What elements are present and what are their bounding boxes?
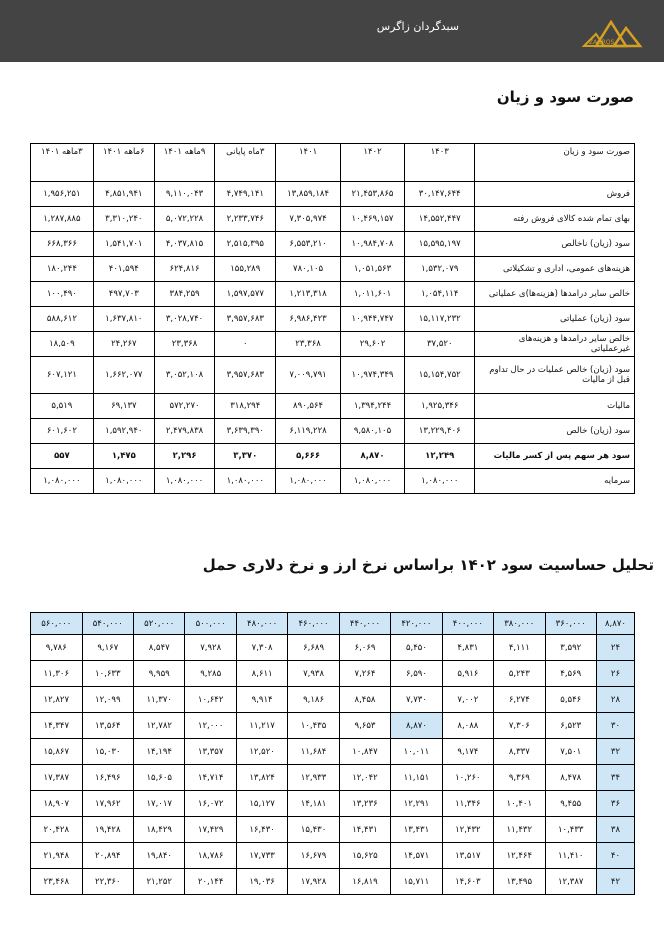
table-cell: ۱۸,۵۰۹ [31, 332, 94, 357]
page-header [0, 0, 664, 62]
logo-text: ZAGROS [589, 39, 615, 46]
sensitivity-col-header: ۵۰۰,۰۰۰ [185, 613, 236, 635]
table-cell: ۷,۵۰۱ [545, 739, 596, 765]
table-cell: ۱۵,۴۳۰ [288, 817, 339, 843]
table-cell: ۱۴,۳۴۷ [31, 713, 83, 739]
table-cell: ۱۳,۴۹۵ [494, 869, 545, 895]
table-cell: ۱۵,۱۱۷,۲۳۲ [405, 307, 475, 332]
table-header-period: ۱۴۰۱ [276, 144, 340, 182]
table-cell: ۷۸۰,۱۰۵ [276, 257, 340, 282]
table-cell: ۱۱,۳۷۰ [134, 687, 185, 713]
table-cell: ۱۲,۲۴۹ [405, 444, 475, 469]
table-cell: ۱,۰۸۰,۰۰۰ [93, 469, 154, 494]
row-label: هزینه‌های عمومی، اداری و تشکیلاتی [475, 257, 635, 282]
row-label: فروش [475, 182, 635, 207]
table-cell: ۱۹,۸۴۰ [134, 843, 185, 869]
table-cell: ۱,۰۸۰,۰۰۰ [215, 469, 276, 494]
table-row [31, 869, 635, 895]
table-cell: ۱۵۵,۲۸۹ [215, 257, 276, 282]
table-row [31, 394, 635, 419]
table-cell: ۴,۰۳۷,۸۱۵ [154, 232, 214, 257]
table-cell: ۶۰۷,۱۲۱ [31, 357, 94, 394]
table-row [31, 307, 635, 332]
table-cell: ۱۱,۳۰۶ [31, 661, 83, 687]
table-cell: ۲,۲۹۶ [154, 444, 214, 469]
table-cell: ۱۳,۵۶۴ [82, 713, 133, 739]
table-cell: ۱۴,۱۹۴ [134, 739, 185, 765]
table-cell: ۴,۸۳۱ [442, 635, 493, 661]
table-cell: ۱,۰۸۰,۰۰۰ [340, 469, 404, 494]
table-header-period: ۹ماهه ۱۴۰۱ [154, 144, 214, 182]
table-cell: ۸۹۰,۵۶۴ [276, 394, 340, 419]
table-cell: ۹,۶۵۳ [339, 713, 390, 739]
table-row [31, 232, 635, 257]
table-cell: ۱۳,۸۲۴ [236, 765, 287, 791]
table-cell: ۱۴,۴۳۱ [339, 817, 390, 843]
table-cell: ۱۳,۳۵۷ [185, 739, 236, 765]
table-cell: ۱,۰۵۱,۵۶۳ [340, 257, 404, 282]
table-cell: ۹,۱۶۷ [82, 635, 133, 661]
table-cell: ۳,۵۹۲ [545, 635, 596, 661]
table-cell: ۵۸۸,۶۱۲ [31, 307, 94, 332]
table-cell: ۱۴,۱۸۱ [288, 791, 339, 817]
table-cell: ۲۱,۹۴۸ [31, 843, 83, 869]
table-cell: ۶,۵۵۳,۲۱۰ [276, 232, 340, 257]
highlighted-cell: ۸,۸۷۰ [391, 713, 442, 739]
table-cell: ۱۱,۴۳۲ [494, 817, 545, 843]
table-cell: ۱۶,۶۷۹ [288, 843, 339, 869]
table-cell: ۱۷,۳۸۷ [31, 765, 83, 791]
table-cell: ۶,۵۹۰ [391, 661, 442, 687]
table-cell: ۶,۹۸۶,۴۲۳ [276, 307, 340, 332]
table-cell: ۱۰,۹۴۴,۷۴۷ [340, 307, 404, 332]
table-row [31, 791, 635, 817]
table-cell: ۱,۲۱۳,۳۱۸ [276, 282, 340, 307]
table-cell: ۱۲,۰۰۰ [185, 713, 236, 739]
table-cell: ۱۰,۸۴۷ [339, 739, 390, 765]
table-cell: ۱۲,۳۸۷ [545, 869, 596, 895]
table-cell: ۳,۹۵۷,۶۸۳ [215, 307, 276, 332]
table-cell: ۳,۳۱۰,۲۴۰ [93, 207, 154, 232]
table-cell: ۱۲,۷۸۲ [134, 713, 185, 739]
table-cell: ۶,۲۷۴ [494, 687, 545, 713]
table-cell: ۱۰,۴۳۳ [545, 817, 596, 843]
sensitivity-row-header: ۳۴ [596, 765, 634, 791]
table-cell: ۹,۵۸۰,۱۰۵ [340, 419, 404, 444]
sensitivity-row-header: ۳۲ [596, 739, 634, 765]
table-cell: ۱۵,۵۹۵,۱۹۷ [405, 232, 475, 257]
table-cell: ۱,۴۷۵ [93, 444, 154, 469]
table-cell: ۷,۳۰۶ [494, 713, 545, 739]
table-cell: ۱۹,۰۳۶ [236, 869, 287, 895]
table-cell: ۶,۵۲۳ [545, 713, 596, 739]
table-cell: ۱,۰۸۰,۰۰۰ [276, 469, 340, 494]
table-cell: ۲۰,۸۹۴ [82, 843, 133, 869]
table-cell: ۱۰,۴۶۹,۱۵۷ [340, 207, 404, 232]
section-title-income-statement: صورت سود و زیان [496, 88, 634, 106]
table-cell: ۱۷,۹۶۲ [82, 791, 133, 817]
table-cell: ۲۹,۶۰۲ [340, 332, 404, 357]
table-cell: ۱,۵۹۲,۹۴۰ [93, 419, 154, 444]
table-cell: ۳,۰۲۸,۷۴۰ [154, 307, 214, 332]
sensitivity-row-header: ۳۰ [596, 713, 634, 739]
table-cell: ۱۴,۵۵۲,۴۴۷ [405, 207, 475, 232]
table-cell: ۱۱,۱۵۱ [391, 765, 442, 791]
brand-name: سبدگردان زاگرس [376, 20, 459, 33]
table-cell: ۳,۹۵۷,۶۸۳ [215, 357, 276, 394]
table-cell: ۵,۹۱۶ [442, 661, 493, 687]
table-cell: ۱,۰۸۰,۰۰۰ [154, 469, 214, 494]
table-cell: ۱,۵۹۷,۵۷۷ [215, 282, 276, 307]
table-cell: ۱۳,۵۱۷ [442, 843, 493, 869]
sensitivity-col-header: ۳۶۰,۰۰۰ [545, 613, 596, 635]
table-row [31, 469, 635, 494]
table-cell: ۲,۲۳۳,۷۴۶ [215, 207, 276, 232]
table-cell: ۷,۷۳۰ [391, 687, 442, 713]
table-cell: ۸,۳۳۷ [494, 739, 545, 765]
table-cell: ۱۶,۴۹۶ [82, 765, 133, 791]
table-cell: ۱۰,۲۶۰ [442, 765, 493, 791]
table-cell: ۱۲,۰۹۹ [82, 687, 133, 713]
table-cell: ۵۷۲,۲۷۰ [154, 394, 214, 419]
table-row [31, 843, 635, 869]
table-cell: ۶,۱۱۹,۲۲۸ [276, 419, 340, 444]
table-cell: ۸,۴۵۸ [339, 687, 390, 713]
table-cell: ۷,۰۰۹,۷۹۱ [276, 357, 340, 394]
table-cell: ۹,۲۸۵ [185, 661, 236, 687]
table-cell: ۷,۳۰۵,۹۷۴ [276, 207, 340, 232]
table-cell: ۱,۰۸۰,۰۰۰ [31, 469, 94, 494]
table-cell: ۱۸۰,۲۴۴ [31, 257, 94, 282]
sensitivity-col-header: ۵۴۰,۰۰۰ [82, 613, 133, 635]
table-row [31, 182, 635, 207]
table-cell: ۶۶۸,۳۶۶ [31, 232, 94, 257]
table-cell: ۸,۶۱۱ [236, 661, 287, 687]
table-cell: ۱,۰۸۰,۰۰۰ [405, 469, 475, 494]
table-cell: ۱۰,۶۴۲ [185, 687, 236, 713]
table-cell: ۱۷,۰۱۷ [134, 791, 185, 817]
row-label: سرمایه [475, 469, 635, 494]
table-cell: ۱۴,۷۱۴ [185, 765, 236, 791]
section-title-sensitivity: تحلیل حساسیت سود ۱۴۰۲ براساس نرخ ارز و نرخ دلاری حمل [202, 556, 654, 574]
sensitivity-col-header: ۴۰۰,۰۰۰ [442, 613, 493, 635]
table-cell: ۱۳,۴۳۱ [391, 817, 442, 843]
table-header-period: ۱۴۰۳ [405, 144, 475, 182]
table-cell: ۱۱,۳۴۶ [442, 791, 493, 817]
table-cell: ۳۰,۱۴۷,۶۴۴ [405, 182, 475, 207]
table-cell: ۷,۲۶۴ [339, 661, 390, 687]
table-cell: ۹,۹۵۹ [134, 661, 185, 687]
table-cell: ۱۰,۹۸۴,۷۰۸ [340, 232, 404, 257]
table-header-period: ۳ماهه ۱۴۰۱ [31, 144, 94, 182]
table-cell: ۱,۹۵۶,۲۵۱ [31, 182, 94, 207]
table-header-label: صورت سود و زیان [475, 144, 635, 182]
table-cell: ۹,۱۷۴ [442, 739, 493, 765]
sensitivity-col-header: ۴۶۰,۰۰۰ [288, 613, 339, 635]
table-row [31, 419, 635, 444]
table-cell: ۳۱۸,۲۹۴ [215, 394, 276, 419]
table-cell: ۵,۵۴۶ [545, 687, 596, 713]
table-cell: ۵۵۷ [31, 444, 94, 469]
sensitivity-col-header: ۵۶۰,۰۰۰ [31, 613, 83, 635]
table-cell: ۹,۳۶۹ [494, 765, 545, 791]
table-cell: ۱۶,۸۱۹ [339, 869, 390, 895]
table-cell: ۲۳,۳۶۸ [276, 332, 340, 357]
table-cell: ۲,۵۱۵,۳۹۵ [215, 232, 276, 257]
row-label: مالیات [475, 394, 635, 419]
table-cell: ۱۲,۹۳۳ [288, 765, 339, 791]
table-cell: ۱۵,۰۳۰ [82, 739, 133, 765]
table-cell: ۱۴,۵۷۱ [391, 843, 442, 869]
table-cell: ۵,۰۷۲,۲۲۸ [154, 207, 214, 232]
table-cell: ۵,۶۶۶ [276, 444, 340, 469]
table-row [31, 332, 635, 357]
table-cell: ۳۷,۵۲۰ [405, 332, 475, 357]
sensitivity-col-header: ۴۴۰,۰۰۰ [339, 613, 390, 635]
table-cell: ۱۳,۲۳۶ [339, 791, 390, 817]
table-row [31, 817, 635, 843]
table-header-period: ۳ماه پایانی [215, 144, 276, 182]
table-header-period: ۱۴۰۲ [340, 144, 404, 182]
table-cell: ۵,۲۴۳ [494, 661, 545, 687]
table-row [31, 739, 635, 765]
table-cell: ۴۰۱,۵۹۴ [93, 257, 154, 282]
table-cell: ۲۲,۳۶۰ [82, 869, 133, 895]
sensitivity-col-header: ۴۸۰,۰۰۰ [236, 613, 287, 635]
row-label: سود (زیان) خالص عملیات در حال تداوم قبل از مالیات [475, 357, 635, 394]
table-cell: ۱۸,۹۰۷ [31, 791, 83, 817]
table-cell: ۱۱,۶۸۴ [288, 739, 339, 765]
table-header-period: ۶ماهه ۱۴۰۱ [93, 144, 154, 182]
income-statement-table [30, 143, 635, 494]
table-row [31, 444, 635, 469]
row-label: بهای تمام شده کالای فروش رفته [475, 207, 635, 232]
table-cell: ۱۵,۱۲۷ [236, 791, 287, 817]
table-cell: ۸,۸۷۰ [340, 444, 404, 469]
table-cell: ۱۴,۶۰۳ [442, 869, 493, 895]
row-label: خالص سایر درامدها (هزینه‌ها)ی عملیاتی [475, 282, 635, 307]
row-label: سود (زیان) عملیاتی [475, 307, 635, 332]
table-cell: ۴,۷۴۹,۱۴۱ [215, 182, 276, 207]
table-row [31, 257, 635, 282]
sensitivity-row-header: ۲۴ [596, 635, 634, 661]
table-cell: ۳۸۴,۲۵۹ [154, 282, 214, 307]
table-cell: ۱,۰۵۴,۱۱۴ [405, 282, 475, 307]
table-cell: ۱۷,۴۲۹ [185, 817, 236, 843]
row-label: سود هر سهم پس از کسر مالیات [475, 444, 635, 469]
table-cell: ۴۹۷,۷۰۳ [93, 282, 154, 307]
table-cell: ۲۰,۴۲۸ [31, 817, 83, 843]
table-cell: ۱۲,۴۶۴ [494, 843, 545, 869]
table-cell: ۷,۳۰۸ [236, 635, 287, 661]
table-cell: ۱۲,۴۳۲ [442, 817, 493, 843]
table-cell: ۱۰۰,۴۹۰ [31, 282, 94, 307]
table-cell: ۱۳,۸۵۹,۱۸۴ [276, 182, 340, 207]
sensitivity-row-header: ۲۸ [596, 687, 634, 713]
table-row [31, 661, 635, 687]
sensitivity-row-header: ۴۰ [596, 843, 634, 869]
table-cell: ۲۱,۲۵۲ [134, 869, 185, 895]
table-cell: ۱,۶۶۲,۰۷۷ [93, 357, 154, 394]
table-cell: ۰ [215, 332, 276, 357]
table-cell: ۶۹,۱۳۷ [93, 394, 154, 419]
table-row [31, 713, 635, 739]
table-cell: ۱۵,۸۶۷ [31, 739, 83, 765]
table-cell: ۲۳,۴۶۸ [31, 869, 83, 895]
table-cell: ۱۲,۲۹۱ [391, 791, 442, 817]
sensitivity-row-header: ۲۶ [596, 661, 634, 687]
table-cell: ۲,۴۷۹,۸۳۸ [154, 419, 214, 444]
table-cell: ۹,۱۸۶ [288, 687, 339, 713]
table-cell: ۷,۰۰۲ [442, 687, 493, 713]
table-cell: ۱,۹۲۵,۳۴۶ [405, 394, 475, 419]
table-cell: ۱۷,۷۳۳ [236, 843, 287, 869]
table-cell: ۱,۰۱۱,۶۰۱ [340, 282, 404, 307]
table-cell: ۵,۴۵۰ [391, 635, 442, 661]
table-cell: ۹,۱۱۰,۰۴۳ [154, 182, 214, 207]
sensitivity-col-header: ۳۸۰,۰۰۰ [494, 613, 545, 635]
table-cell: ۷,۹۲۸ [185, 635, 236, 661]
table-cell: ۱۰,۴۳۵ [288, 713, 339, 739]
sensitivity-row-header: ۴۲ [596, 869, 634, 895]
sensitivity-col-header: ۵۲۰,۰۰۰ [134, 613, 185, 635]
row-label: سود (زیان) ناخالص [475, 232, 635, 257]
table-cell: ۱۲,۰۴۲ [339, 765, 390, 791]
table-cell: ۶۲۴,۸۱۶ [154, 257, 214, 282]
table-cell: ۱۷,۹۲۸ [288, 869, 339, 895]
sensitivity-table [30, 612, 635, 895]
table-cell: ۸,۵۴۷ [134, 635, 185, 661]
table-cell: ۳,۳۷۰ [215, 444, 276, 469]
sensitivity-row-header: ۳۸ [596, 817, 634, 843]
table-cell: ۱۲,۵۲۰ [236, 739, 287, 765]
table-cell: ۳,۰۵۲,۱۰۸ [154, 357, 214, 394]
table-row [31, 357, 635, 394]
table-cell: ۱,۵۴۱,۷۰۱ [93, 232, 154, 257]
zagros-logo [544, 14, 644, 50]
table-cell: ۲۱,۴۵۳,۸۶۵ [340, 182, 404, 207]
table-cell: ۱,۳۹۴,۲۴۴ [340, 394, 404, 419]
table-row [31, 282, 635, 307]
table-cell: ۲۳,۳۶۸ [154, 332, 214, 357]
table-row [31, 687, 635, 713]
table-row [31, 207, 635, 232]
row-label: سود (زیان) خالص [475, 419, 635, 444]
sensitivity-row-header: ۳۶ [596, 791, 634, 817]
sensitivity-col-header: ۴۲۰,۰۰۰ [391, 613, 442, 635]
table-cell: ۱۰,۴۰۱ [494, 791, 545, 817]
row-label: خالص سایر درامدها و هزینه‌های غیرعملیاتی [475, 332, 635, 357]
table-cell: ۱۶,۰۷۲ [185, 791, 236, 817]
table-cell: ۱۲,۸۲۷ [31, 687, 83, 713]
table-cell: ۱۵,۶۰۵ [134, 765, 185, 791]
table-cell: ۱۰,۹۷۴,۳۴۹ [340, 357, 404, 394]
table-cell: ۱۸,۷۸۶ [185, 843, 236, 869]
table-cell: ۱۶,۴۳۰ [236, 817, 287, 843]
table-cell: ۳,۶۳۹,۳۹۰ [215, 419, 276, 444]
table-cell: ۱۳,۲۲۹,۴۰۶ [405, 419, 475, 444]
table-cell: ۶,۰۶۹ [339, 635, 390, 661]
table-cell: ۹,۴۵۵ [545, 791, 596, 817]
table-cell: ۹,۹۱۴ [236, 687, 287, 713]
table-cell: ۲۴,۲۶۷ [93, 332, 154, 357]
table-row [31, 765, 635, 791]
sensitivity-corner-cell: ۸,۸۷۰ [596, 613, 634, 635]
table-cell: ۴,۵۶۹ [545, 661, 596, 687]
table-cell: ۱۵,۷۱۱ [391, 869, 442, 895]
table-cell: ۹,۷۸۶ [31, 635, 83, 661]
table-cell: ۵,۵۱۹ [31, 394, 94, 419]
table-cell: ۱۸,۴۲۹ [134, 817, 185, 843]
table-cell: ۴,۱۱۱ [494, 635, 545, 661]
table-cell: ۱۵,۶۲۵ [339, 843, 390, 869]
table-row [31, 635, 635, 661]
table-cell: ۱,۵۳۲,۰۷۹ [405, 257, 475, 282]
table-cell: ۷,۹۳۸ [288, 661, 339, 687]
table-cell: ۱۱,۲۱۷ [236, 713, 287, 739]
table-cell: ۱۱,۴۱۰ [545, 843, 596, 869]
table-cell: ۲۰,۱۴۴ [185, 869, 236, 895]
table-cell: ۱۰,۶۳۳ [82, 661, 133, 687]
table-cell: ۸,۴۷۸ [545, 765, 596, 791]
table-cell: ۱,۶۳۷,۸۱۰ [93, 307, 154, 332]
table-cell: ۸,۰۸۸ [442, 713, 493, 739]
table-cell: ۶۰۱,۶۰۲ [31, 419, 94, 444]
table-cell: ۱۰,۰۱۱ [391, 739, 442, 765]
table-cell: ۴,۸۵۱,۹۴۱ [93, 182, 154, 207]
table-cell: ۶,۶۸۹ [288, 635, 339, 661]
table-cell: ۱,۲۸۷,۸۸۵ [31, 207, 94, 232]
table-cell: ۱۹,۴۲۸ [82, 817, 133, 843]
table-cell: ۱۵,۱۵۴,۷۵۲ [405, 357, 475, 394]
